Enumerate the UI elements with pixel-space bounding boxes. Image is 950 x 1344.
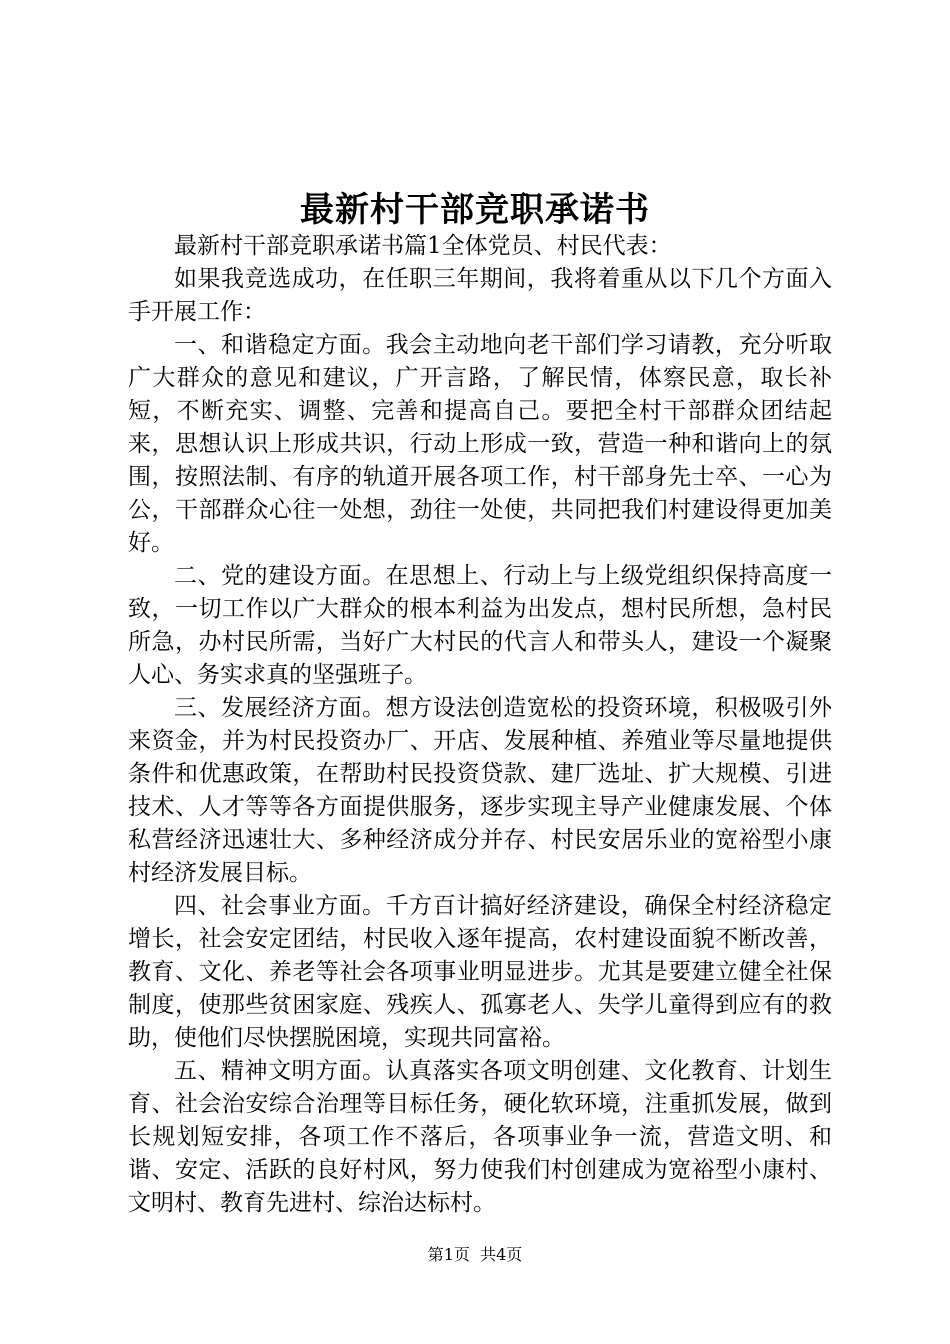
paragraph-party-building: 二、党的建设方面。在思想上、行动上与上级党组织保持高度一致，一切工作以广大群众的根本利益为出发点，想村民所想，急村民所急，办村民所需，当好广大村民的代言人和带头人，建设一个凝聚人心、务实求真的坚强班子。	[128, 563, 832, 688]
total-pages-label: 共4页	[480, 1245, 523, 1264]
paragraph-intro: 如果我竞选成功，在任职三年期间，我将着重从以下几个方面入手开展工作：	[128, 266, 832, 325]
paragraph-social: 四、社会事业方面。千方百计搞好经济建设，确保全村经济稳定增长，社会安定团结，村民收入逐年提高，农村建设面貌不断改善，教育、文化、养老等社会各项事业明显进步。尤其是要建立健全社保制度，使那些贫困家庭、残疾人、孤寡老人、失学儿童得到应有的救助，使他们尽快摆脱困境，实现共同富裕。	[128, 893, 832, 1051]
paragraph-economy: 三、发展经济方面。想方设法创造宽松的投资环境，积极吸引外来资金，并为村民投资办厂、开店、发展种植、养殖业等尽量地提供条件和优惠政策，在帮助村民投资贷款、建厂选址、扩大规模、引进技术、人才等等各方面提供服务，逐步实现主导产业健康发展、个体私营经济迅速壮大、多种经济成分并存、村民安居乐业的宽裕型小康村经济发展目标。	[128, 695, 832, 886]
page-footer	[0, 1244, 950, 1266]
document-body	[128, 230, 832, 1220]
paragraph-harmony: 一、和谐稳定方面。我会主动地向老干部们学习请教，充分听取广大群众的意见和建议，广开言路，了解民情，体察民意，取长补短，不断充实、调整、完善和提高自己。要把全村干部群众团结起来，思想认识上形成共识，行动上形成一致，营造一种和谐向上的氛围，按照法制、有序的轨道开展各项工作，村干部身先士卒、一心为公，干部群众心往一处想，劲往一处使，共同把我们村建设得更加美好。	[128, 332, 832, 556]
paragraph-salutation: 最新村干部竞职承诺书篇1全体党员、村民代表：	[174, 233, 672, 259]
current-page-label: 第1页	[427, 1245, 470, 1264]
paragraph-civilization: 五、精神文明方面。认真落实各项文明创建、文化教育、计划生育、社会治安综合治理等目标任务，硬化软环境，注重抓发展，做到长规划短安排，各项工作不落后，各项事业争一流，营造文明、和谐、安定、活跃的良好村风，努力使我们村创建成为宽裕型小康村、文明村、教育先进村、综治达标村。	[128, 1058, 832, 1216]
document-title: 最新村干部竞职承诺书	[300, 190, 650, 230]
